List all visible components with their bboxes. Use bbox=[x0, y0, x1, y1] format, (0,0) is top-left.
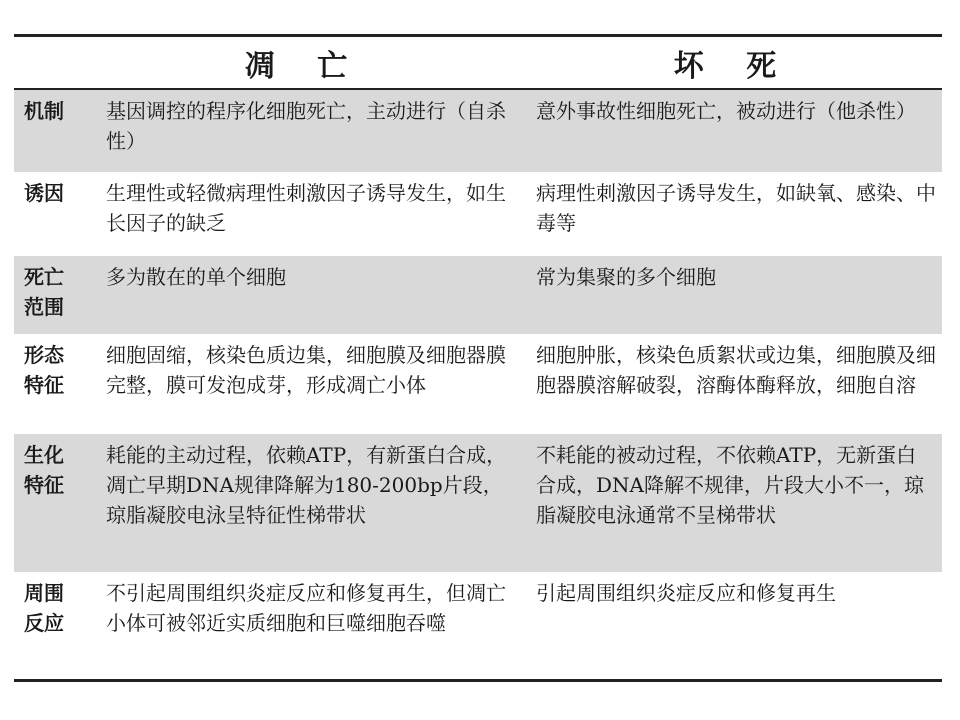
necrosis-cell: 病理性刺激因子诱导发生，如缺氧、感染、中毒等 bbox=[536, 181, 936, 235]
table-row-cause bbox=[14, 172, 942, 256]
necrosis-cell: 引起周围组织炎症反应和修复再生 bbox=[536, 581, 836, 605]
necrosis-cell: 不耗能的被动过程，不依赖ATP，无新蛋白合成，DNA降解不规律，片段大小不一，琼脂凝胶电泳通常不呈梯带状 bbox=[536, 443, 924, 527]
table-row-reaction bbox=[14, 572, 942, 679]
apoptosis-cell: 不引起周围组织炎症反应和修复再生，但凋亡小体可被邻近实质细胞和巨噬细胞吞噬 bbox=[106, 581, 506, 635]
necrosis-cell: 细胞肿胀，核染色质絮状或边集，细胞膜及细胞器膜溶解破裂，溶酶体酶释放，细胞自溶 bbox=[536, 343, 936, 397]
row-label: 诱因 bbox=[24, 181, 64, 205]
row-label: 死亡 范围 bbox=[24, 265, 64, 319]
table-row-scope bbox=[14, 256, 942, 334]
row-label: 形态 特征 bbox=[24, 343, 64, 397]
header-necrosis: 坏 死 bbox=[673, 48, 793, 84]
apoptosis-cell: 细胞固缩，核染色质边集，细胞膜及细胞器膜完整，膜可发泡成芽，形成凋亡小体 bbox=[106, 343, 506, 397]
table-row-mechanism bbox=[14, 90, 942, 172]
apoptosis-cell: 基因调控的程序化细胞死亡，主动进行（自杀性） bbox=[106, 99, 506, 153]
apoptosis-cell: 多为散在的单个细胞 bbox=[106, 265, 286, 289]
row-label: 机制 bbox=[24, 99, 64, 123]
header-apoptosis: 凋 亡 bbox=[244, 48, 364, 84]
apoptosis-cell: 耗能的主动过程，依赖ATP，有新蛋白合成，凋亡早期DNA规律降解为180-200bp片段，琼脂凝胶电泳呈特征性梯带状 bbox=[106, 443, 507, 527]
necrosis-cell: 常为集聚的多个细胞 bbox=[536, 265, 716, 289]
row-label: 周围 反应 bbox=[24, 581, 64, 635]
row-label: 生化 特征 bbox=[24, 443, 64, 497]
necrosis-cell: 意外事故性细胞死亡，被动进行（他杀性） bbox=[536, 99, 916, 123]
table-row-morphology bbox=[14, 334, 942, 434]
table-row-biochemistry bbox=[14, 434, 942, 572]
table-bottom-rule bbox=[14, 679, 942, 682]
apoptosis-cell: 生理性或轻微病理性刺激因子诱导发生，如生长因子的缺乏 bbox=[106, 181, 506, 235]
